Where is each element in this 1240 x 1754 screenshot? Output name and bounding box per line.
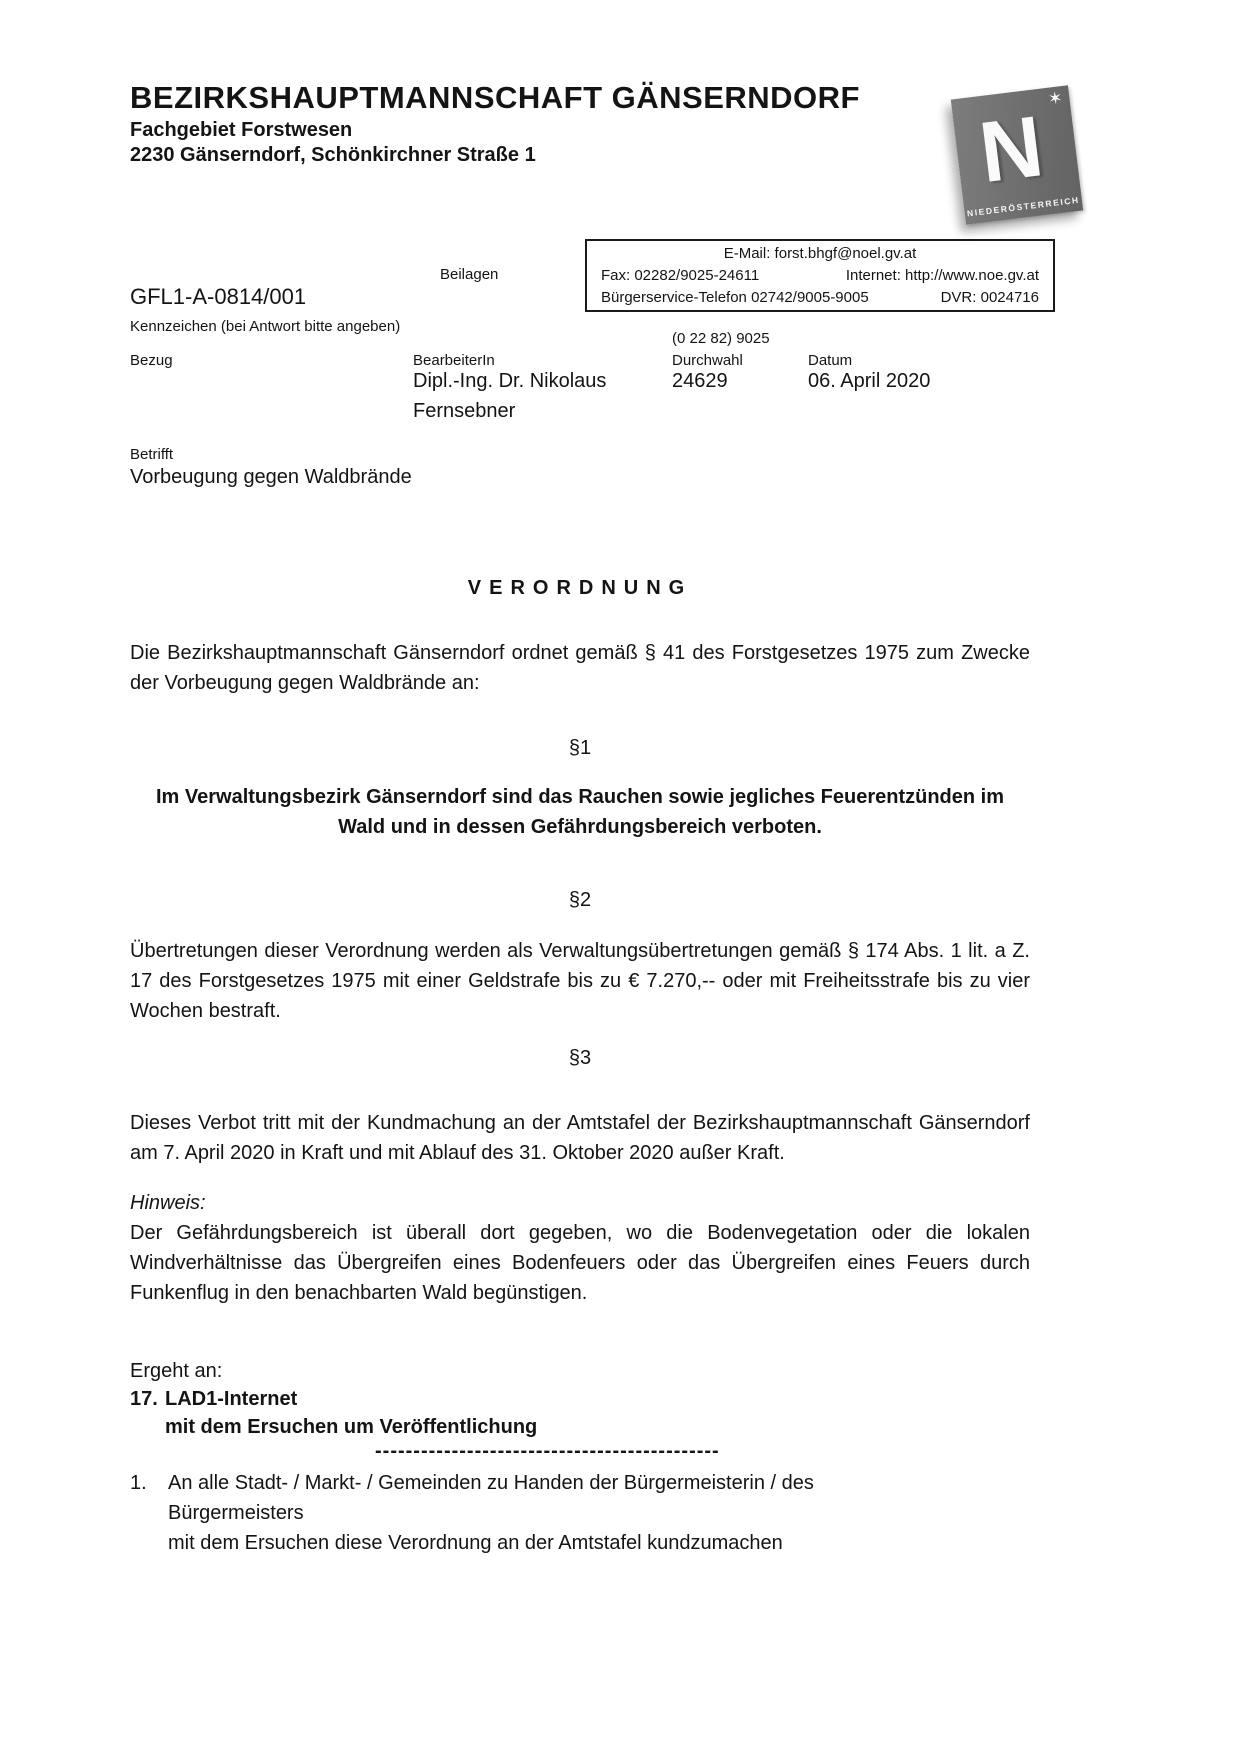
distribution-item-1 xyxy=(130,1468,1030,1558)
bezug-label: Bezug xyxy=(130,352,173,369)
logo-star-icon: ✶ xyxy=(1047,88,1064,109)
org-address: 2230 Gänserndorf, Schönkirchner Straße 1 xyxy=(130,144,536,166)
reference-number: GFL1-A-0814/001 xyxy=(130,284,307,309)
org-department: Fachgebiet Forstwesen xyxy=(130,119,353,141)
reference-note: Kennzeichen (bei Antwort bitte angeben) xyxy=(130,318,401,335)
contact-service-phone: Bürgerservice-Telefon 02742/9005-9005 xyxy=(601,288,869,306)
section-2-label: §2 xyxy=(568,889,592,911)
contact-email: E-Mail: forst.bhgf@noel.gv.at xyxy=(723,244,917,262)
distribution-item-17-text: LAD1-Internet xyxy=(165,1388,298,1410)
contact-box xyxy=(585,239,1055,312)
subject-label: Betrifft xyxy=(130,446,174,463)
bearbeiter-label: BearbeiterIn xyxy=(413,352,495,369)
section-1-text: Im Verwaltungsbezirk Gänserndorf sind das Rauchen sowie jegliches Feuerentzünden im Wald und in dessen Gefährdungsbereich verboten. xyxy=(156,786,1004,838)
logo-n-letter: N xyxy=(974,97,1048,201)
distribution-item-17-number: 17. xyxy=(130,1388,158,1410)
datum-label: Datum xyxy=(808,352,853,369)
datum-value: 06. April 2020 xyxy=(808,370,931,392)
hinweis-label: Hinweis: xyxy=(130,1192,206,1214)
beilagen-label: Beilagen xyxy=(440,266,499,283)
distribution-divider: --------------------------------------------- xyxy=(375,1440,720,1462)
org-name: BEZIRKSHAUPTMANNSCHAFT GÄNSERNDORF xyxy=(130,80,860,115)
contact-dvr: DVR: 0024716 xyxy=(940,288,1039,306)
distribution-item-17-sub: mit dem Ersuchen um Veröffentlichung xyxy=(165,1416,538,1438)
hinweis-paragraph: Der Gefährdungsbereich ist überall dort gegeben, wo die Bodenvegetation oder die lokalen Windverhältnisse das Übergreifen eines Bodenfeuers oder das Übergreifen eines Feuers durch Funkenflug in den benachbarten Wald begünstigen. xyxy=(130,1222,1030,1304)
section-2-text: Übertretungen dieser Verordnung werden als Verwaltungsübertretungen gemäß § 174 Abs. 1 lit. a Z. 17 des Forstgesetzes 1975 mit einer Geldstrafe bis zu € 7.270,-- oder mit Freiheitsstrafe bis zu vier Wochen bestraft. xyxy=(130,940,1030,1022)
distribution-heading: Ergeht an: xyxy=(130,1360,223,1382)
distribution-item-1-line2: Bürgermeisters xyxy=(168,1502,304,1524)
contact-internet: Internet: http://www.noe.gv.at xyxy=(845,266,1039,284)
section-3-text: Dieses Verbot tritt mit der Kundmachung an der Amtstafel der Bezirkshauptmannschaft Gänserndorf am 7. April 2020 in Kraft und mit Ablauf des 31. Oktober 2020 außer Kraft. xyxy=(130,1112,1030,1164)
phone-prefix: (0 22 82) 9025 xyxy=(672,330,770,347)
section-1-label: §1 xyxy=(568,737,592,759)
distribution-item-1-number: 1. xyxy=(130,1472,147,1494)
durchwahl-value: 24629 xyxy=(672,370,728,392)
bearbeiter-name-line1: Dipl.-Ing. Dr. Nikolaus xyxy=(413,370,607,392)
distribution-item-17 xyxy=(130,1384,1030,1414)
durchwahl-label: Durchwahl xyxy=(672,352,743,369)
decree-intro-paragraph: Die Bezirkshauptmannschaft Gänserndorf ordnet gemäß § 41 des Forstgesetzes 1975 zum Zwecke der Vorbeugung gegen Waldbrände an: xyxy=(130,642,1030,694)
distribution-item-1-sub: mit dem Ersuchen diese Verordnung an der Amtstafel kundzumachen xyxy=(168,1532,783,1554)
subject-text: Vorbeugung gegen Waldbrände xyxy=(130,466,412,488)
distribution-item-1-line1: An alle Stadt- / Markt- / Gemeinden zu Handen der Bürgermeisterin / des xyxy=(168,1472,814,1494)
niederoesterreich-logo xyxy=(951,85,1083,224)
decree-title: VERORDNUNG xyxy=(467,577,693,599)
logo-caption: NIEDERÖSTERREICH xyxy=(966,194,1081,219)
section-3-label: §3 xyxy=(568,1047,592,1069)
contact-fax: Fax: 02282/9025-24611 xyxy=(601,266,760,284)
bearbeiter-name-line2: Fernsebner xyxy=(413,400,516,422)
